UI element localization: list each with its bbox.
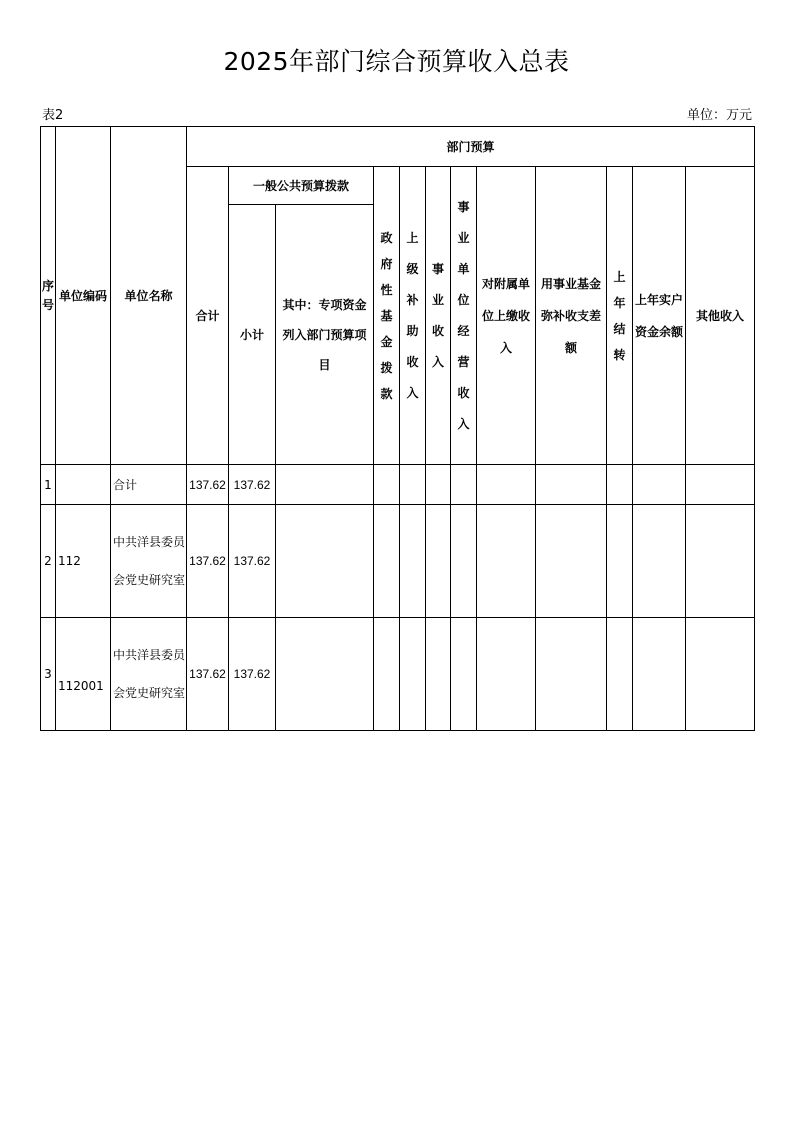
header-business-income: 事业收入 <box>426 167 451 465</box>
row-index: 2 <box>41 505 56 618</box>
header-fund-offset: 用事业基金弥补收支差额 <box>536 167 607 465</box>
header-dept-budget: 部门预算 <box>187 127 755 167</box>
row-index: 3 <box>41 618 56 731</box>
header-index: 序号 <box>41 127 56 465</box>
row-unit-name: 中共洋县委员会党史研究室 <box>111 618 187 731</box>
row-subtotal: 137.62 <box>229 465 276 505</box>
row-total: 137.62 <box>187 465 229 505</box>
row-unit-name: 中共洋县委员会党史研究室 <box>111 505 187 618</box>
row-subtotal: 137.62 <box>229 618 276 731</box>
row-unit-code <box>56 465 111 505</box>
table-number: 表2 <box>42 108 64 123</box>
row-unit-name: 合计 <box>111 465 187 505</box>
header-carryover: 上年结转 <box>607 167 633 465</box>
unit-label: 单位：万元 <box>686 108 752 123</box>
row-total: 137.62 <box>187 618 229 731</box>
row-total: 137.62 <box>187 505 229 618</box>
header-total: 合计 <box>187 167 229 465</box>
header-superior-subsidy: 上级补助收入 <box>400 167 426 465</box>
row-index: 1 <box>41 465 56 505</box>
header-subtotal: 小计 <box>229 205 276 465</box>
header-special-funds: 其中：专项资金列入部门预算项目 <box>276 205 374 465</box>
header-gov-fund: 政府性基金拨款 <box>374 167 400 465</box>
table-row <box>41 505 755 618</box>
header-account-balance: 上年实户资金余额 <box>633 167 686 465</box>
budget-income-table <box>40 126 755 731</box>
header-affiliated-turnover: 对附属单位上缴收入 <box>477 167 536 465</box>
header-business-operation: 事业单位经营收入 <box>451 167 477 465</box>
row-subtotal: 137.62 <box>229 505 276 618</box>
header-unit-code: 单位编码 <box>56 127 111 465</box>
header-general-public: 一般公共预算拨款 <box>229 167 374 205</box>
row-unit-code: 112001 <box>56 618 111 731</box>
table-row <box>41 618 755 731</box>
row-unit-code: 112 <box>56 505 111 618</box>
header-other-income: 其他收入 <box>686 167 755 465</box>
table-row <box>41 465 755 505</box>
page-title: 2025年部门综合预算收入总表 <box>223 47 570 76</box>
header-unit-name: 单位名称 <box>111 127 187 465</box>
